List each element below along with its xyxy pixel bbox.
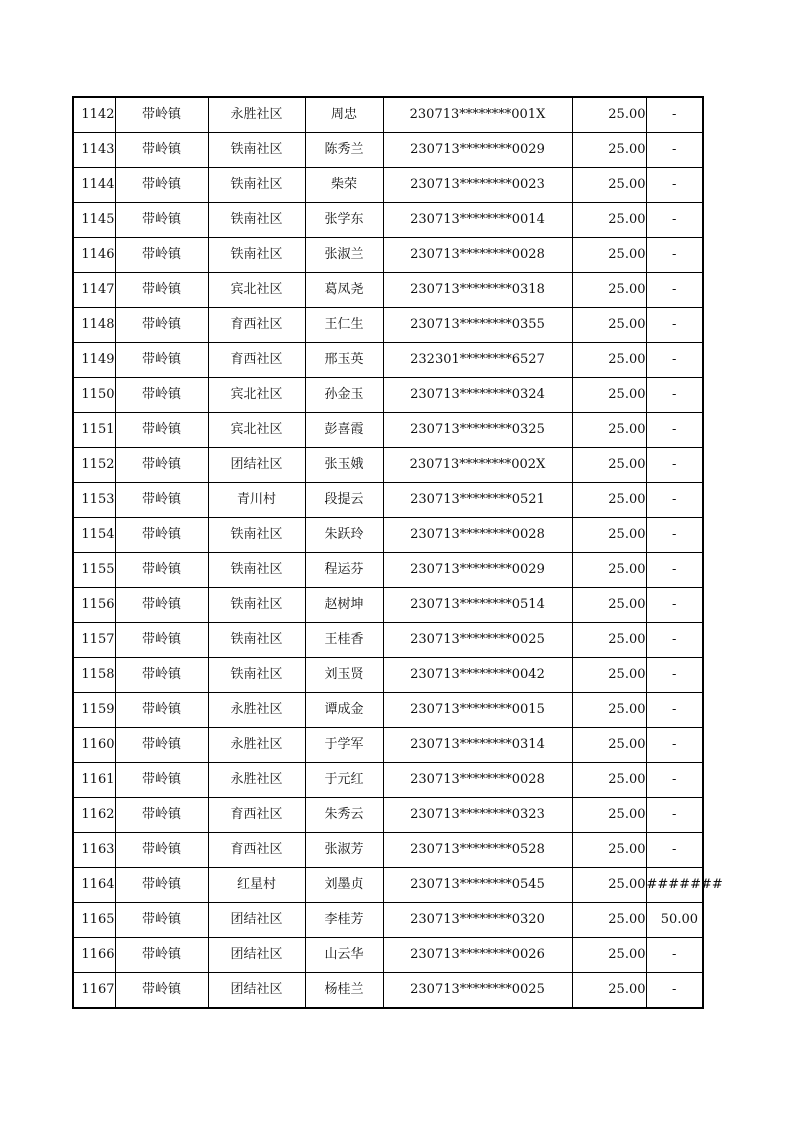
town-cell: 带岭镇	[115, 343, 208, 378]
village-cell: 育西社区	[208, 308, 305, 343]
village-cell: 宾北社区	[208, 273, 305, 308]
name-cell: 赵树坤	[305, 588, 383, 623]
amount-cell: 25.00	[572, 833, 646, 868]
amount-cell: 25.00	[572, 273, 646, 308]
id-number-cell: 230713********0325	[383, 413, 572, 448]
town-cell: 带岭镇	[115, 203, 208, 238]
row-number-cell: 1165	[73, 903, 115, 938]
row-number-cell: 1158	[73, 658, 115, 693]
village-cell: 铁南社区	[208, 588, 305, 623]
table-row	[73, 203, 703, 238]
name-cell: 王仁生	[305, 308, 383, 343]
town-cell: 带岭镇	[115, 658, 208, 693]
extra-amount-cell: -	[646, 658, 703, 693]
name-cell: 段提云	[305, 483, 383, 518]
row-number-cell: 1144	[73, 168, 115, 203]
row-number-cell: 1162	[73, 798, 115, 833]
extra-amount-cell: -	[646, 413, 703, 448]
table-row	[73, 623, 703, 658]
town-cell: 带岭镇	[115, 868, 208, 903]
extra-amount-cell: -	[646, 378, 703, 413]
amount-cell: 25.00	[572, 728, 646, 763]
village-cell: 铁南社区	[208, 133, 305, 168]
amount-cell: 25.00	[572, 623, 646, 658]
extra-amount-cell: -	[646, 518, 703, 553]
name-cell: 彭喜霞	[305, 413, 383, 448]
town-cell: 带岭镇	[115, 798, 208, 833]
town-cell: 带岭镇	[115, 763, 208, 798]
village-cell: 红星村	[208, 868, 305, 903]
extra-amount-cell: -	[646, 553, 703, 588]
table-row	[73, 308, 703, 343]
extra-amount-cell: -	[646, 798, 703, 833]
id-number-cell: 230713********0314	[383, 728, 572, 763]
village-cell: 永胜社区	[208, 97, 305, 133]
extra-amount-cell: -	[646, 448, 703, 483]
roster-table	[72, 96, 723, 1009]
id-number-cell: 230713********0025	[383, 973, 572, 1009]
id-number-cell: 230713********0023	[383, 168, 572, 203]
extra-amount-cell: -	[646, 483, 703, 518]
table-row	[73, 938, 703, 973]
amount-cell: 25.00	[572, 798, 646, 833]
amount-cell: 25.00	[572, 553, 646, 588]
table-row	[73, 973, 703, 1009]
amount-cell: 25.00	[572, 413, 646, 448]
id-number-cell: 230713********0318	[383, 273, 572, 308]
name-cell: 朱秀云	[305, 798, 383, 833]
town-cell: 带岭镇	[115, 133, 208, 168]
row-number-cell: 1147	[73, 273, 115, 308]
name-cell: 李桂芳	[305, 903, 383, 938]
town-cell: 带岭镇	[115, 448, 208, 483]
id-number-cell: 230713********0042	[383, 658, 572, 693]
row-number-cell: 1145	[73, 203, 115, 238]
name-cell: 山云华	[305, 938, 383, 973]
table-row	[73, 97, 703, 133]
town-cell: 带岭镇	[115, 238, 208, 273]
row-number-cell: 1155	[73, 553, 115, 588]
village-cell: 铁南社区	[208, 238, 305, 273]
row-number-cell: 1167	[73, 973, 115, 1009]
name-cell: 邢玉英	[305, 343, 383, 378]
amount-cell: 25.00	[572, 97, 646, 133]
village-cell: 团结社区	[208, 448, 305, 483]
id-number-cell: 230713********0026	[383, 938, 572, 973]
extra-amount-cell: -	[646, 833, 703, 868]
town-cell: 带岭镇	[115, 833, 208, 868]
extra-amount-cell: -	[646, 273, 703, 308]
name-cell: 陈秀兰	[305, 133, 383, 168]
village-cell: 铁南社区	[208, 168, 305, 203]
village-cell: 青川村	[208, 483, 305, 518]
table-row	[73, 798, 703, 833]
town-cell: 带岭镇	[115, 483, 208, 518]
row-number-cell: 1153	[73, 483, 115, 518]
id-number-cell: 230713********0028	[383, 518, 572, 553]
id-number-cell: 230713********0028	[383, 763, 572, 798]
amount-cell: 25.00	[572, 763, 646, 798]
id-number-cell: 230713********0528	[383, 833, 572, 868]
id-number-cell: 230713********0324	[383, 378, 572, 413]
name-cell: 张玉娥	[305, 448, 383, 483]
row-number-cell: 1149	[73, 343, 115, 378]
name-cell: 于学军	[305, 728, 383, 763]
name-cell: 葛凤尧	[305, 273, 383, 308]
amount-cell: 25.00	[572, 588, 646, 623]
row-number-cell: 1143	[73, 133, 115, 168]
row-number-cell: 1151	[73, 413, 115, 448]
village-cell: 铁南社区	[208, 553, 305, 588]
name-cell: 杨桂兰	[305, 973, 383, 1009]
table-row	[73, 658, 703, 693]
town-cell: 带岭镇	[115, 728, 208, 763]
table-row	[73, 588, 703, 623]
extra-amount-cell: -	[646, 133, 703, 168]
table-row	[73, 903, 703, 938]
amount-cell: 25.00	[572, 343, 646, 378]
extra-amount-cell: -	[646, 693, 703, 728]
name-cell: 于元红	[305, 763, 383, 798]
row-number-cell: 1159	[73, 693, 115, 728]
table-row	[73, 693, 703, 728]
extra-amount-cell: -	[646, 238, 703, 273]
village-cell: 团结社区	[208, 903, 305, 938]
id-number-cell: 230713********0521	[383, 483, 572, 518]
name-cell: 张学东	[305, 203, 383, 238]
row-number-cell: 1157	[73, 623, 115, 658]
amount-cell: 25.00	[572, 973, 646, 1009]
name-cell: 程运芬	[305, 553, 383, 588]
id-number-cell: 230713********002X	[383, 448, 572, 483]
id-number-cell: 230713********0028	[383, 238, 572, 273]
table-row	[73, 343, 703, 378]
extra-amount-cell: -	[646, 168, 703, 203]
row-number-cell: 1166	[73, 938, 115, 973]
row-number-cell: 1156	[73, 588, 115, 623]
table-row	[73, 518, 703, 553]
id-number-cell: 230713********0355	[383, 308, 572, 343]
id-number-cell: 230713********0029	[383, 553, 572, 588]
id-number-cell: 230713********001X	[383, 97, 572, 133]
row-number-cell: 1164	[73, 868, 115, 903]
town-cell: 带岭镇	[115, 378, 208, 413]
name-cell: 刘玉贤	[305, 658, 383, 693]
amount-cell: 25.00	[572, 693, 646, 728]
village-cell: 永胜社区	[208, 693, 305, 728]
village-cell: 育西社区	[208, 798, 305, 833]
extra-amount-cell: -	[646, 763, 703, 798]
name-cell: 张淑兰	[305, 238, 383, 273]
extra-amount-cell: -	[646, 97, 703, 133]
town-cell: 带岭镇	[115, 308, 208, 343]
extra-amount-cell: -	[646, 973, 703, 1009]
name-cell: 柴荣	[305, 168, 383, 203]
amount-cell: 25.00	[572, 203, 646, 238]
table-row	[73, 728, 703, 763]
id-number-cell: 230713********0025	[383, 623, 572, 658]
id-number-cell: 230713********0323	[383, 798, 572, 833]
name-cell: 刘墨贞	[305, 868, 383, 903]
extra-amount-cell: -	[646, 343, 703, 378]
table-row	[73, 378, 703, 413]
village-cell: 育西社区	[208, 833, 305, 868]
row-number-cell: 1160	[73, 728, 115, 763]
row-number-cell: 1148	[73, 308, 115, 343]
id-number-cell: 230713********0015	[383, 693, 572, 728]
town-cell: 带岭镇	[115, 97, 208, 133]
amount-cell: 25.00	[572, 238, 646, 273]
town-cell: 带岭镇	[115, 973, 208, 1009]
town-cell: 带岭镇	[115, 693, 208, 728]
id-number-cell: 230713********0320	[383, 903, 572, 938]
amount-cell: 25.00	[572, 518, 646, 553]
town-cell: 带岭镇	[115, 413, 208, 448]
id-number-cell: 230713********0514	[383, 588, 572, 623]
name-cell: 张淑芳	[305, 833, 383, 868]
town-cell: 带岭镇	[115, 553, 208, 588]
town-cell: 带岭镇	[115, 518, 208, 553]
village-cell: 铁南社区	[208, 658, 305, 693]
id-number-cell: 230713********0545	[383, 868, 572, 903]
table-row	[73, 238, 703, 273]
village-cell: 永胜社区	[208, 763, 305, 798]
table-row	[73, 413, 703, 448]
table-row	[73, 833, 703, 868]
row-number-cell: 1150	[73, 378, 115, 413]
table-row	[73, 868, 703, 903]
amount-cell: 25.00	[572, 378, 646, 413]
id-number-cell: 230713********0029	[383, 133, 572, 168]
amount-cell: 25.00	[572, 483, 646, 518]
amount-cell: 25.00	[572, 868, 646, 903]
village-cell: 铁南社区	[208, 518, 305, 553]
row-number-cell: 1152	[73, 448, 115, 483]
table-row	[73, 273, 703, 308]
village-cell: 铁南社区	[208, 203, 305, 238]
table-row	[73, 448, 703, 483]
table-row	[73, 168, 703, 203]
table-row	[73, 763, 703, 798]
village-cell: 铁南社区	[208, 623, 305, 658]
row-number-cell: 1161	[73, 763, 115, 798]
town-cell: 带岭镇	[115, 273, 208, 308]
row-number-cell: 1154	[73, 518, 115, 553]
village-cell: 宾北社区	[208, 413, 305, 448]
id-number-cell: 230713********0014	[383, 203, 572, 238]
village-cell: 团结社区	[208, 973, 305, 1009]
extra-amount-cell: 50.00	[646, 903, 703, 938]
name-cell: 朱跃玲	[305, 518, 383, 553]
extra-amount-cell: -	[646, 308, 703, 343]
extra-amount-cell: -	[646, 938, 703, 973]
table-row	[73, 483, 703, 518]
amount-cell: 25.00	[572, 168, 646, 203]
extra-amount-cell: -	[646, 728, 703, 763]
amount-cell: 25.00	[572, 133, 646, 168]
extra-amount-cell: -	[646, 623, 703, 658]
town-cell: 带岭镇	[115, 588, 208, 623]
row-number-cell: 1142	[73, 97, 115, 133]
extra-amount-cell: #######	[646, 868, 703, 903]
name-cell: 孙金玉	[305, 378, 383, 413]
village-cell: 团结社区	[208, 938, 305, 973]
extra-amount-cell: -	[646, 203, 703, 238]
village-cell: 永胜社区	[208, 728, 305, 763]
name-cell: 谭成金	[305, 693, 383, 728]
table-body	[73, 97, 723, 1008]
village-cell: 宾北社区	[208, 378, 305, 413]
town-cell: 带岭镇	[115, 938, 208, 973]
table-row	[73, 133, 703, 168]
name-cell: 周忠	[305, 97, 383, 133]
row-number-cell: 1163	[73, 833, 115, 868]
amount-cell: 25.00	[572, 658, 646, 693]
amount-cell: 25.00	[572, 448, 646, 483]
amount-cell: 25.00	[572, 938, 646, 973]
row-number-cell: 1146	[73, 238, 115, 273]
amount-cell: 25.00	[572, 308, 646, 343]
id-number-cell: 232301********6527	[383, 343, 572, 378]
village-cell: 育西社区	[208, 343, 305, 378]
town-cell: 带岭镇	[115, 168, 208, 203]
town-cell: 带岭镇	[115, 903, 208, 938]
amount-cell: 25.00	[572, 903, 646, 938]
town-cell: 带岭镇	[115, 623, 208, 658]
extra-amount-cell: -	[646, 588, 703, 623]
table-row	[73, 553, 703, 588]
name-cell: 王桂香	[305, 623, 383, 658]
